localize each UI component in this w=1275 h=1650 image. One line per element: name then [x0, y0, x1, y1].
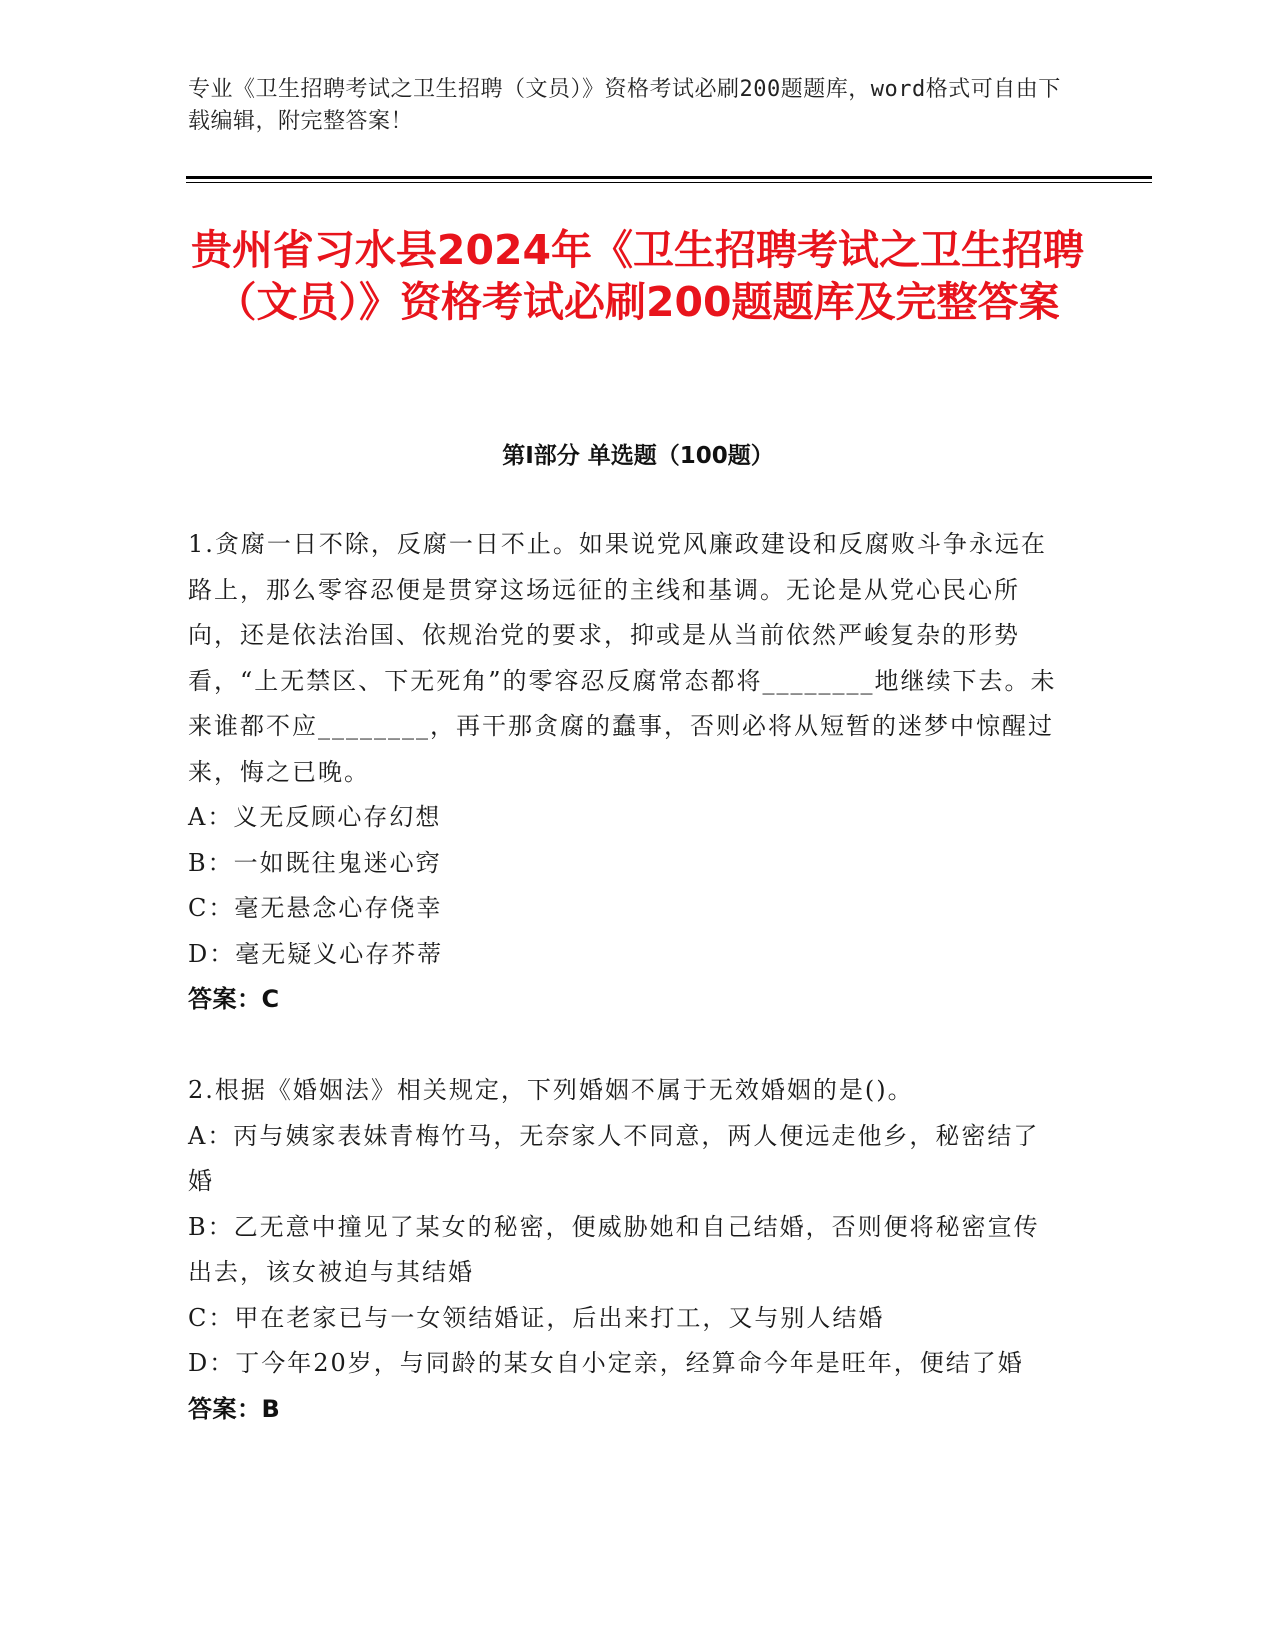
- question-stem: 2.根据《婚姻法》相关规定，下列婚姻不属于无效婚姻的是()。: [188, 1076, 914, 1104]
- option-d: D：毫无疑义心存芥蒂: [188, 939, 444, 968]
- question-block: [188, 1068, 1058, 1432]
- option-b: B：乙无意中撞见了某女的秘密，便威胁她和自己结婚，否则便将秘密宣传出去，该女被迫与其结婚: [188, 1212, 1040, 1286]
- option-b: B：一如既往鬼迷心窍: [188, 848, 442, 877]
- header-divider-thin: [186, 182, 1152, 183]
- question-stem: 1.贪腐一日不除，反腐一日不止。如果说党风廉政建设和反腐败斗争永远在路上，那么零容忍便是贯穿这场远征的主线和基调。无论是从党心民心所向，还是依法治国、依规治党的要求，抑或是从当前依然严峻复杂的形势看，“上无禁区、下无死角”的零容忍反腐常态都将________地继续下去。未来谁都不应________，再干那贪腐的蠢事，否则必将从短暂的迷梦中惊醒过来，悔之已晚。: [188, 530, 1057, 786]
- header-divider-thick: [186, 176, 1152, 179]
- section-title: 第Ⅰ部分 单选题（100题）: [502, 443, 774, 469]
- option-c: C：毫无悬念心存侥幸: [188, 894, 443, 922]
- question-block: [188, 522, 1058, 1023]
- option-a: A：丙与姨家表妹青梅竹马，无奈家人不同意，两人便远走他乡，秘密结了婚: [188, 1121, 1040, 1195]
- option-d: D：丁今年20岁，与同龄的某女自小定亲，经算命今年是旺年，便结了婚: [188, 1349, 1024, 1377]
- answer: 答案：C: [188, 985, 280, 1013]
- header-note: 专业《卫生招聘考试之卫生招聘（文员）》资格考试必刷200题题库，word格式可自由下载编辑，附完整答案！: [188, 77, 1061, 134]
- document-title: 贵州省习水县2024年《卫生招聘考试之卫生招聘（文员）》资格考试必刷200题题库及完整答案: [190, 226, 1085, 326]
- option-c: C：甲在老家已与一女领结婚证，后出来打工，又与别人结婚: [188, 1303, 885, 1332]
- answer: 答案：B: [188, 1394, 281, 1423]
- option-a: A：义无反顾心存幻想: [188, 803, 442, 831]
